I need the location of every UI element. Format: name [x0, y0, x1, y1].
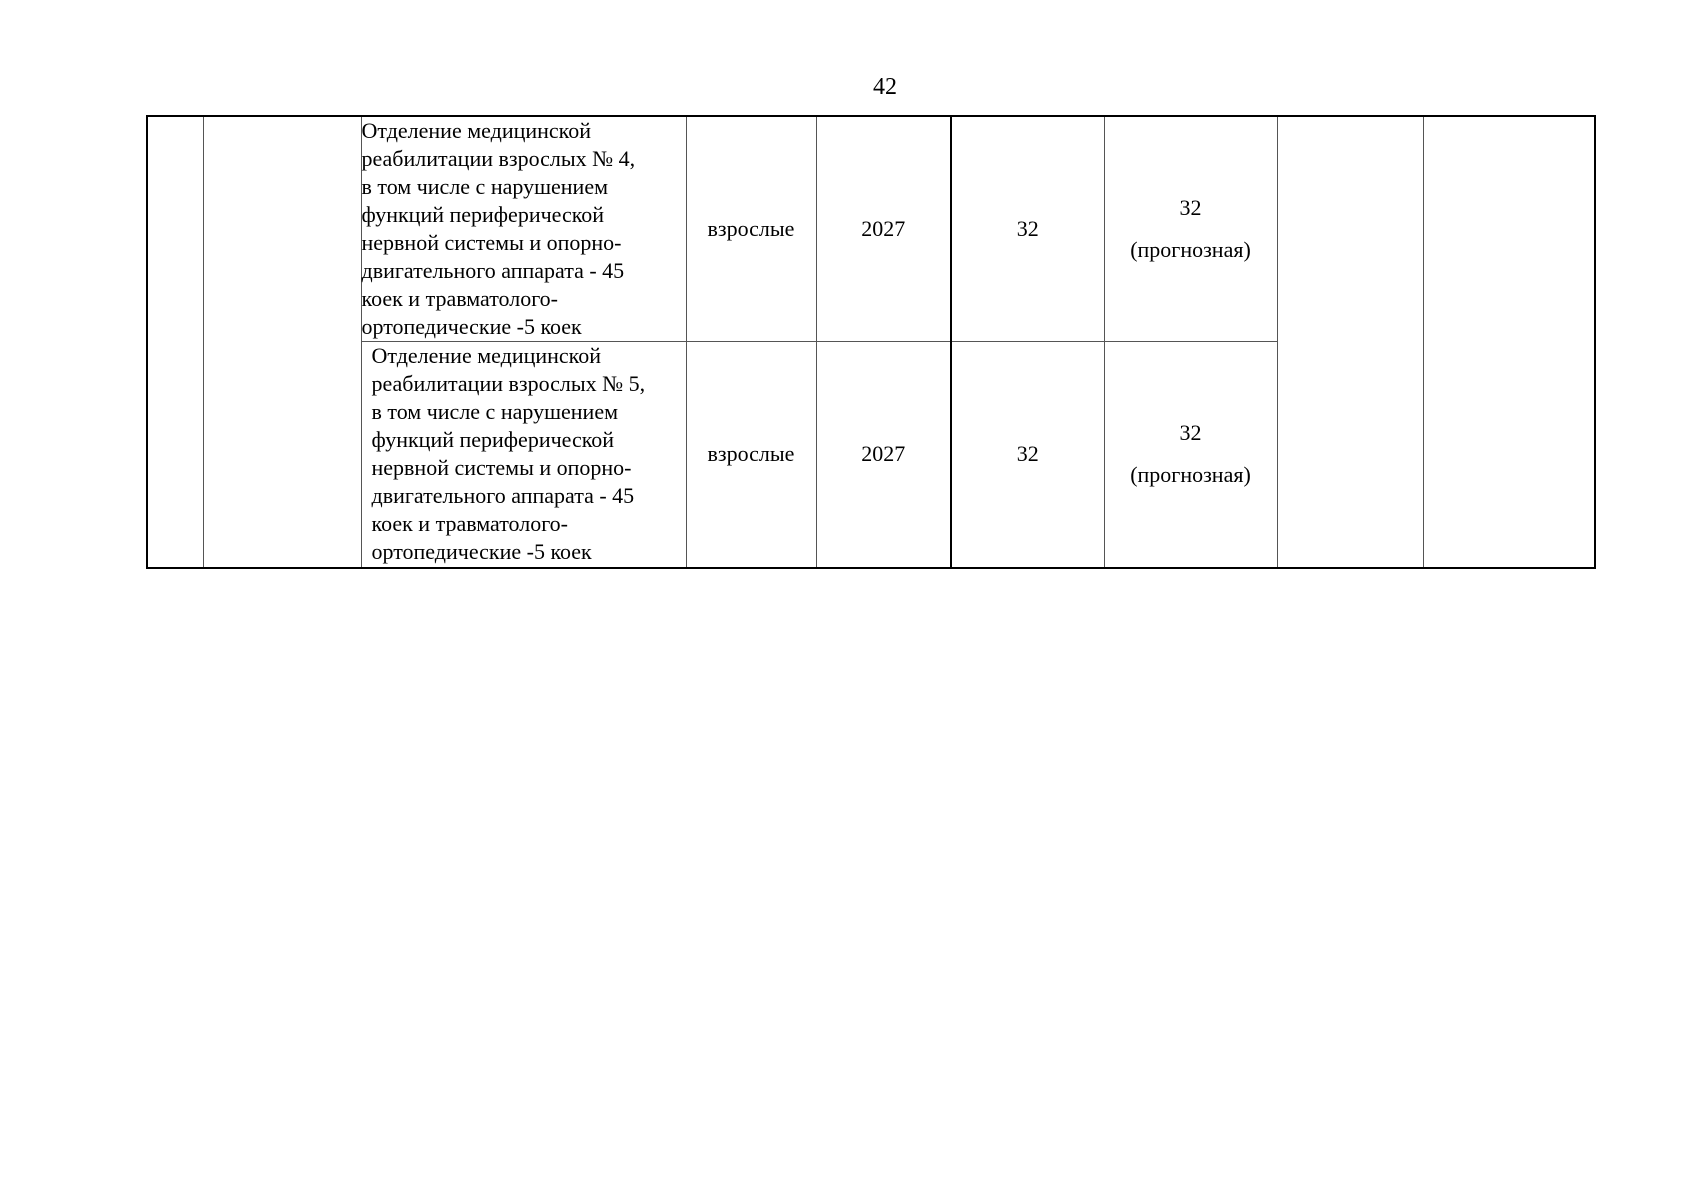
- year-cell: 2027: [816, 116, 951, 342]
- forecast-note: (прогнозная): [1130, 462, 1251, 488]
- forecast-value: 32: [1179, 420, 1202, 446]
- number-cell: [147, 116, 203, 568]
- forecast-value: 32: [1179, 195, 1202, 220]
- bed-count: 32: [951, 342, 1104, 568]
- department-description: Отделение медицинской реабилитации взрослых № 5, в том числе с нарушением функций периферической нервной системы и опорно- двигательного аппарата - 45 коек и травматолого- ортопедические -5 коек: [361, 342, 686, 568]
- notes-cell: [1423, 116, 1595, 568]
- forecast-cell: [1104, 116, 1277, 342]
- patient-category: взрослые: [686, 116, 816, 342]
- bed-count: 32: [951, 116, 1104, 342]
- forecast-cell: [1104, 342, 1277, 568]
- table-row: [147, 116, 1595, 342]
- patient-category: взрослые: [686, 342, 816, 568]
- year-cell: 2027: [816, 342, 951, 568]
- department-description: Отделение медицинской реабилитации взрослых № 4, в том числе с нарушением функций периферической нервной системы и опорно- двигательного аппарата - 45 коек и травматолого- ортопедические -5 коек: [361, 116, 686, 342]
- forecast-note: (прогнозная): [1130, 237, 1251, 262]
- data-table: [146, 115, 1596, 569]
- page-number: 42: [873, 74, 897, 100]
- extra-cell: [1277, 116, 1423, 568]
- organization-cell: [203, 116, 361, 568]
